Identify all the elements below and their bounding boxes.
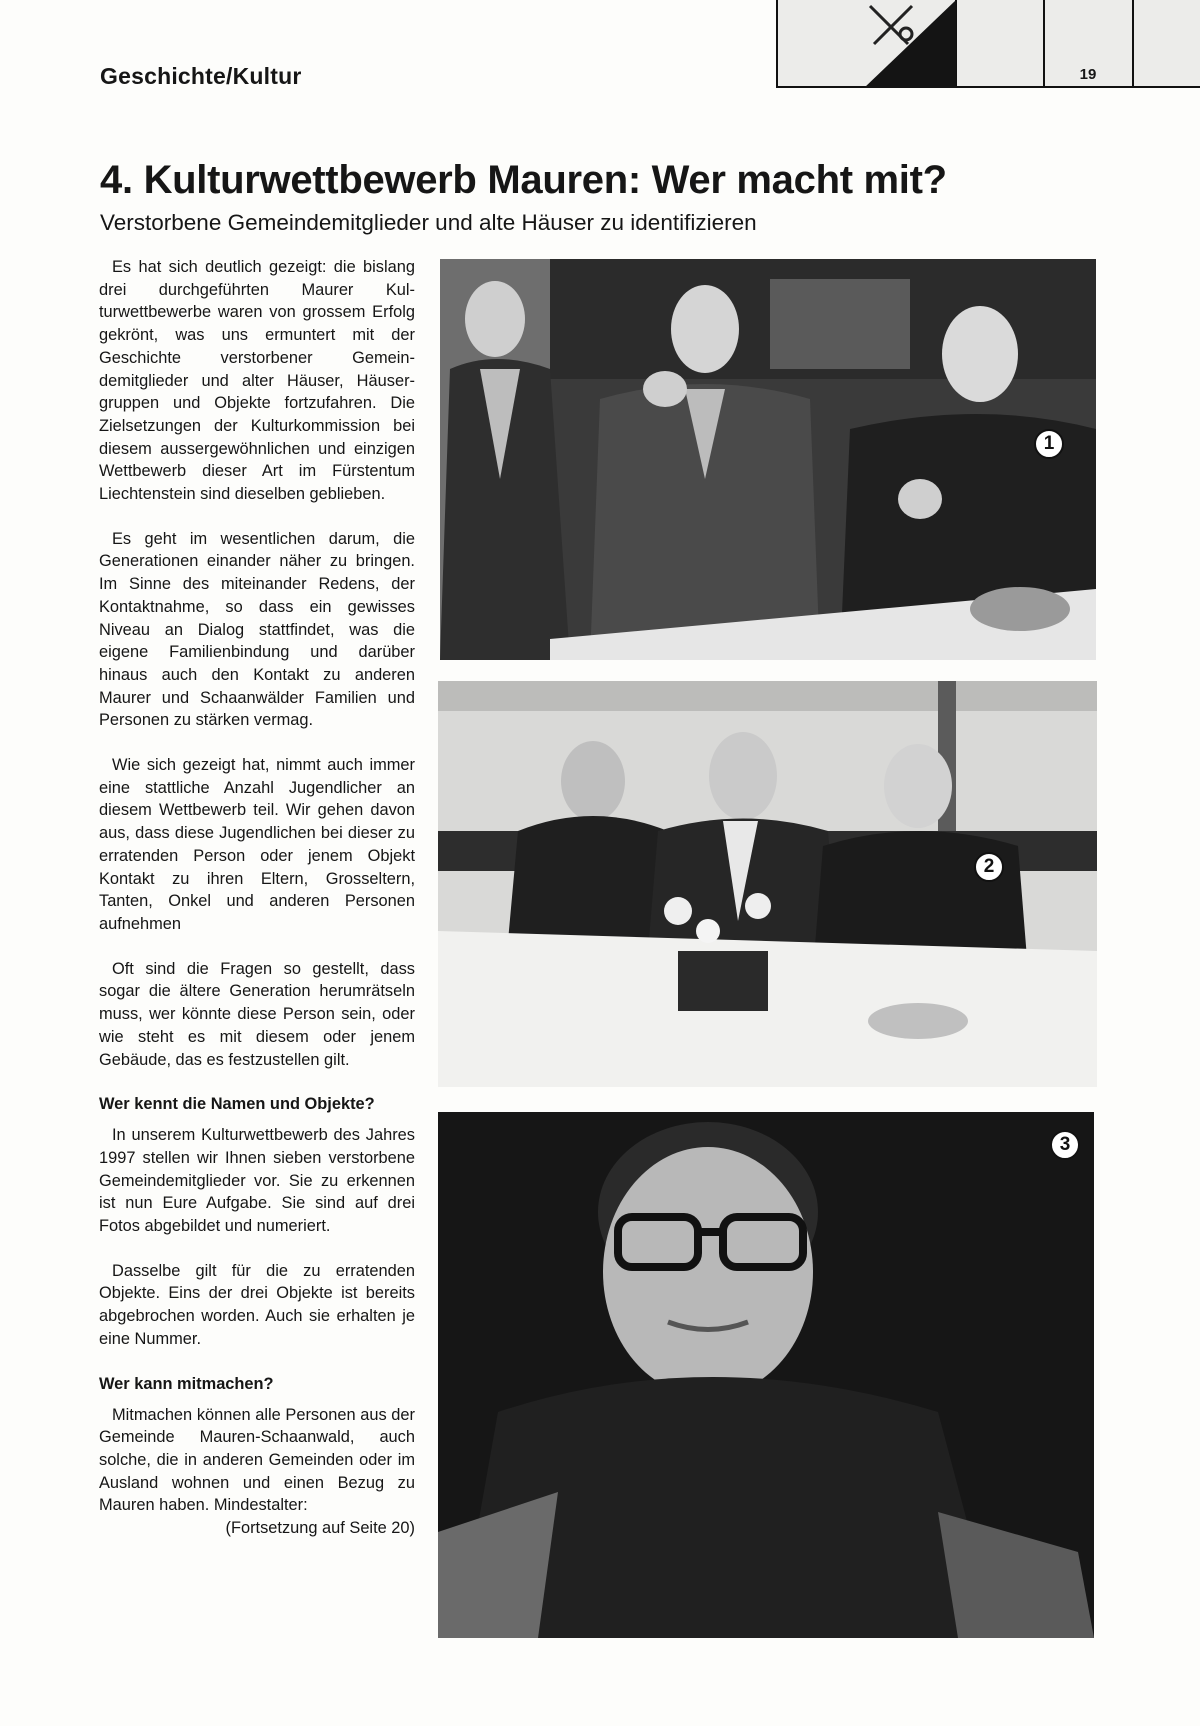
article-paragraph: Dasselbe gilt für die zu erratenden Objekte. Eins der drei Objekte ist bereits abgebrochen worden. Auch sie erhalten je eine Nummer.: [99, 1261, 415, 1348]
article-text-column: [99, 256, 415, 1540]
heading-participate: Wer kann mitmachen?: [99, 1374, 274, 1393]
article-paragraph: In unserem Kulturwettbewerb des Jahres 1997 stellen wir Ihnen sieben verstorbene Gemeindemitglieder vor. Sie zu erkennen ist nun Eure Aufgabe. Sie sind auf drei Fotos abgebildet und numeriert.: [99, 1126, 415, 1236]
photo-three-women-table: [438, 681, 1097, 1087]
masthead-emblem-icon: [776, 0, 1200, 90]
article-paragraph: Es geht im wesentlichen darum, die Generationen einander näher zu bringen. Im Sinne des miteinander Redens, der Kontaktnahme, so dass ein gewisses Niveau an Dialog stattfindet, was die eigene Familienbindung und darüber hinaus auch den Kontakt zu anderen Maurer und Schaanwälder Familien und Personen zu stärken vermag.: [99, 529, 415, 730]
photo-marker-1: 1: [1034, 429, 1064, 459]
article-title: 4. Kulturwettbewerb Mauren: Wer macht mit?: [100, 158, 947, 202]
section-label: Geschichte/Kultur: [100, 63, 302, 89]
photo-marker-3: 3: [1050, 1130, 1080, 1160]
photo-marker-2: 2: [974, 852, 1004, 882]
article-subtitle: Verstorbene Gemeindemitglieder und alte Häuser zu identifizieren: [100, 210, 757, 235]
article-paragraph: [99, 1404, 415, 1540]
continuation-note: (Fortsetzung auf Seite 20): [225, 1519, 415, 1538]
page-number: 19: [1079, 66, 1097, 83]
article-paragraph: Es hat sich deutlich gezeigt: die bislang drei durchgeführten Maurer Kulturwettbewerbe waren von grossem Erfolg gekrönt, was uns ermuntert mit der Geschichte verstorbener Gemeindemitglieder und alter Häuser, Häusergruppen und Objekte fortzufahren. Die Zielsetzungen der Kulturkommission bei diesem aussergewöhnlichen und einzigen Wettbewerb dieser Art im Fürstentum Liechtenstein sind dieselben geblieben.: [99, 258, 415, 504]
heading-names-objects: Wer kennt die Namen und Objekte?: [99, 1095, 375, 1114]
photo-portrait-woman-glasses: [438, 1112, 1094, 1638]
article-paragraph: Oft sind die Fragen so gestellt, dass sogar die ältere Generation herumrätseln muss, wer könnte diese Person sein, oder wie steht es mit diesem oder jenem Gebäude, das es festzustellen gilt.: [99, 959, 415, 1069]
participate-text: Mitmachen können alle Personen aus der Gemeinde Mauren-Schaanwald, auch solche, die in anderen Gemeinden oder im Ausland wohnen und einen Bezug zu Mauren haben. Mindestalter:: [99, 1405, 415, 1515]
photo-group-toast: [440, 259, 1096, 660]
article-paragraph: Wie sich gezeigt hat, nimmt auch immer eine stattliche Anzahl Jugendlicher an diesem Wettbewerb teil. Wir gehen davon aus, dass diese Jugendlichen bei dieser zu erratenden Person oder jenem Objekt Kontakt zu ihren Eltern, Grosseltern, Tanten, Onkel und anderen Personen aufnehmen: [99, 756, 415, 933]
